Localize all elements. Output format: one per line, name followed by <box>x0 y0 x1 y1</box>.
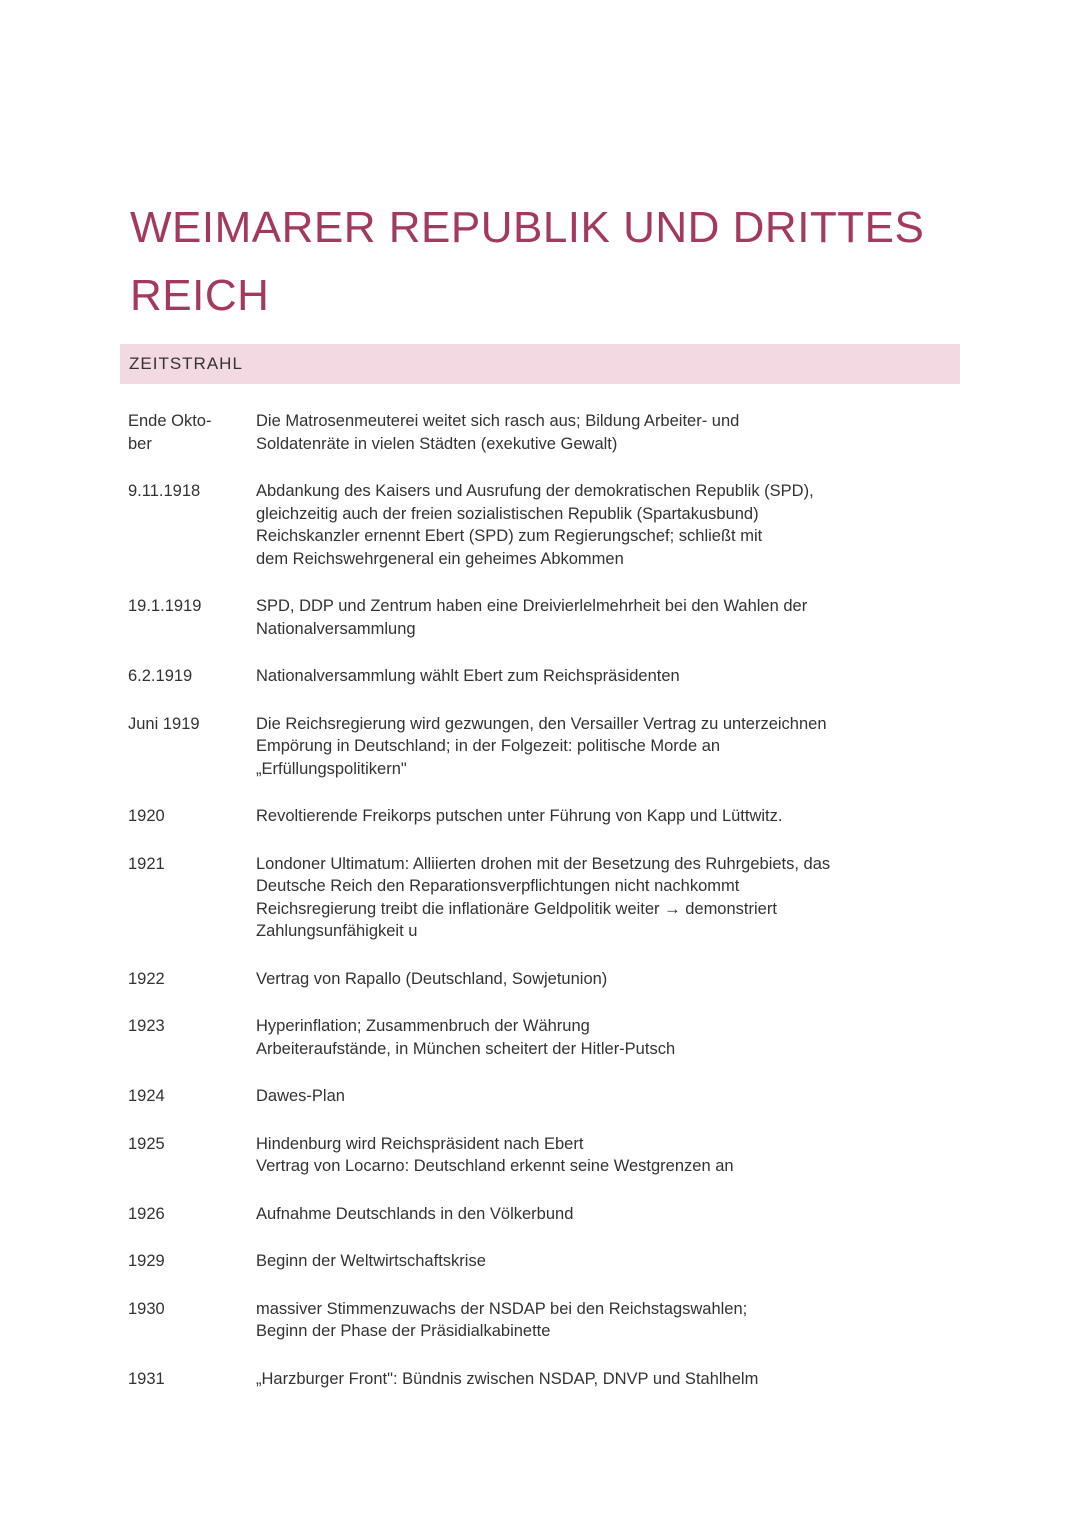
entry-date-line: 1925 <box>128 1134 165 1153</box>
entry-date <box>128 805 256 828</box>
entry-text-line: „Erfüllungspolitikern" <box>256 759 407 778</box>
entry-date-line: 9.11.1918 <box>128 482 201 500</box>
entry-date-line: 1924 <box>128 1087 165 1105</box>
entry-text <box>256 1298 948 1343</box>
entry-text-line: Londoner Ultimatum: Alliierten drohen mit der Besetzung des Ruhrgebiets, das <box>256 854 831 873</box>
entry-date-line: 1920 <box>128 807 165 825</box>
entry-text <box>256 480 948 570</box>
entry-date <box>128 1133 256 1178</box>
entry-text-line: massiver Stimmenzuwachs der NSDAP bei den Reichstagswahlen; <box>256 1299 748 1318</box>
timeline-entry <box>128 805 948 828</box>
entry-text-line: Hyperinflation; Zusammenbruch der Währung <box>256 1017 590 1035</box>
entry-text-line: dem Reichswehrgeneral ein geheimes Abkommen <box>256 549 624 568</box>
entry-text-line: Dawes-Plan <box>256 1087 345 1105</box>
page-title-line-2: REICH <box>130 271 270 320</box>
entry-text-line: Revoltierende Freikorps putschen unter Führung von Kapp und Lüttwitz. <box>256 807 783 825</box>
timeline-entry <box>128 1085 948 1108</box>
entry-date-line: ber <box>128 434 152 453</box>
entry-text-line: Nationalversammlung wählt Ebert zum Reichspräsidenten <box>256 667 680 685</box>
entry-date-line: 1922 <box>128 969 165 988</box>
timeline-entry <box>128 665 948 688</box>
timeline-entry <box>128 595 948 640</box>
entry-text-line: SPD, DDP und Zentrum haben eine Dreivierlelmehrheit bei den Wahlen der <box>256 597 808 615</box>
entry-text-line: Vertrag von Rapallo (Deutschland, Sowjetunion) <box>256 969 608 988</box>
entry-date-line: 1926 <box>128 1204 165 1223</box>
page-title <box>130 194 970 330</box>
entry-text-line: Beginn der Weltwirtschaftskrise <box>256 1252 486 1270</box>
entry-text <box>256 410 948 455</box>
timeline-entry <box>128 1133 948 1178</box>
timeline-entry <box>128 410 948 455</box>
entry-text-line: Die Matrosenmeuterei weitet sich rasch aus; Bildung Arbeiter- und <box>256 412 740 430</box>
entry-text <box>256 1015 948 1060</box>
timeline-entry <box>128 1015 948 1060</box>
entry-text-line: Deutsche Reich den Reparationsverpflichtungen nicht nachkommt <box>256 877 740 895</box>
entry-date <box>128 595 256 640</box>
entry-text <box>256 665 948 688</box>
section-header-band <box>120 344 960 384</box>
timeline-entry <box>128 1298 948 1343</box>
entry-date-line: 19.1.1919 <box>128 597 202 615</box>
entry-date <box>128 665 256 688</box>
entry-date <box>128 1250 256 1273</box>
timeline-entry <box>128 480 948 570</box>
entry-date-line: 1921 <box>128 854 165 873</box>
entry-text <box>256 1133 948 1178</box>
entry-date-line: 1929 <box>128 1252 165 1270</box>
timeline <box>128 410 948 1415</box>
entry-text-line: Beginn der Phase der Präsidialkabinette <box>256 1322 551 1340</box>
entry-date <box>128 480 256 570</box>
entry-date <box>128 713 256 781</box>
entry-date-line: Ende Okto- <box>128 412 212 430</box>
entry-text <box>256 805 948 828</box>
entry-text-line: gleichzeitig auch der freien sozialistischen Republik (Spartakusbund) <box>256 504 759 523</box>
entry-text-line: Reichskanzler ernennt Ebert (SPD) zum Regierungschef; schließt mit <box>256 527 763 545</box>
entry-text-line: Hindenburg wird Reichspräsident nach Ebert <box>256 1134 584 1153</box>
entry-text <box>256 1250 948 1273</box>
entry-date <box>128 853 256 943</box>
timeline-entry <box>128 968 948 991</box>
entry-text-line: Die Reichsregierung wird gezwungen, den Versailler Vertrag zu unterzeichnen <box>256 714 827 733</box>
entry-date-line: Juni 1919 <box>128 714 200 733</box>
entry-text <box>256 853 948 943</box>
entry-date <box>128 968 256 991</box>
entry-date <box>128 1298 256 1343</box>
entry-date <box>128 1015 256 1060</box>
timeline-entry <box>128 1250 948 1273</box>
entry-text-line: Vertrag von Locarno: Deutschland erkennt seine Westgrenzen an <box>256 1157 734 1175</box>
entry-date <box>128 1085 256 1108</box>
entry-text-line: Empörung in Deutschland; in der Folgezeit: politische Morde an <box>256 737 721 755</box>
entry-text <box>256 1085 948 1108</box>
timeline-entry <box>128 1203 948 1226</box>
timeline-entry <box>128 1368 948 1391</box>
section-label: ZEITSTRAHL <box>129 354 243 373</box>
entry-text <box>256 968 948 991</box>
entry-text <box>256 1368 948 1391</box>
entry-date <box>128 1368 256 1391</box>
entry-date <box>128 410 256 455</box>
timeline-entry <box>128 713 948 781</box>
entry-text-line: Aufnahme Deutschlands in den Völkerbund <box>256 1204 574 1223</box>
entry-date-line: 6.2.1919 <box>128 667 193 685</box>
entry-text-line: Arbeiteraufstände, in München scheitert der Hitler-Putsch <box>256 1039 676 1058</box>
entry-text-line: Zahlungsunfähigkeit u <box>256 922 418 940</box>
entry-date-line: 1930 <box>128 1299 165 1318</box>
entry-date-line: 1931 <box>128 1369 165 1388</box>
entry-text-line: Soldatenräte in vielen Städten (exekutive Gewalt) <box>256 434 618 453</box>
entry-date <box>128 1203 256 1226</box>
timeline-entry <box>128 853 948 943</box>
entry-text <box>256 1203 948 1226</box>
entry-text-line: Abdankung des Kaisers und Ausrufung der demokratischen Republik (SPD), <box>256 482 814 500</box>
page-title-line-1: WEIMARER REPUBLIK UND DRITTES <box>130 203 925 252</box>
entry-text-line: Nationalversammlung <box>256 619 416 638</box>
entry-text <box>256 713 948 781</box>
entry-text <box>256 595 948 640</box>
entry-text-line: „Harzburger Front": Bündnis zwischen NSDAP, DNVP und Stahlhelm <box>256 1369 759 1388</box>
entry-text-line: Reichsregierung treibt die inflationäre Geldpolitik weiter → demonstriert <box>256 899 777 918</box>
entry-date-line: 1923 <box>128 1017 165 1035</box>
